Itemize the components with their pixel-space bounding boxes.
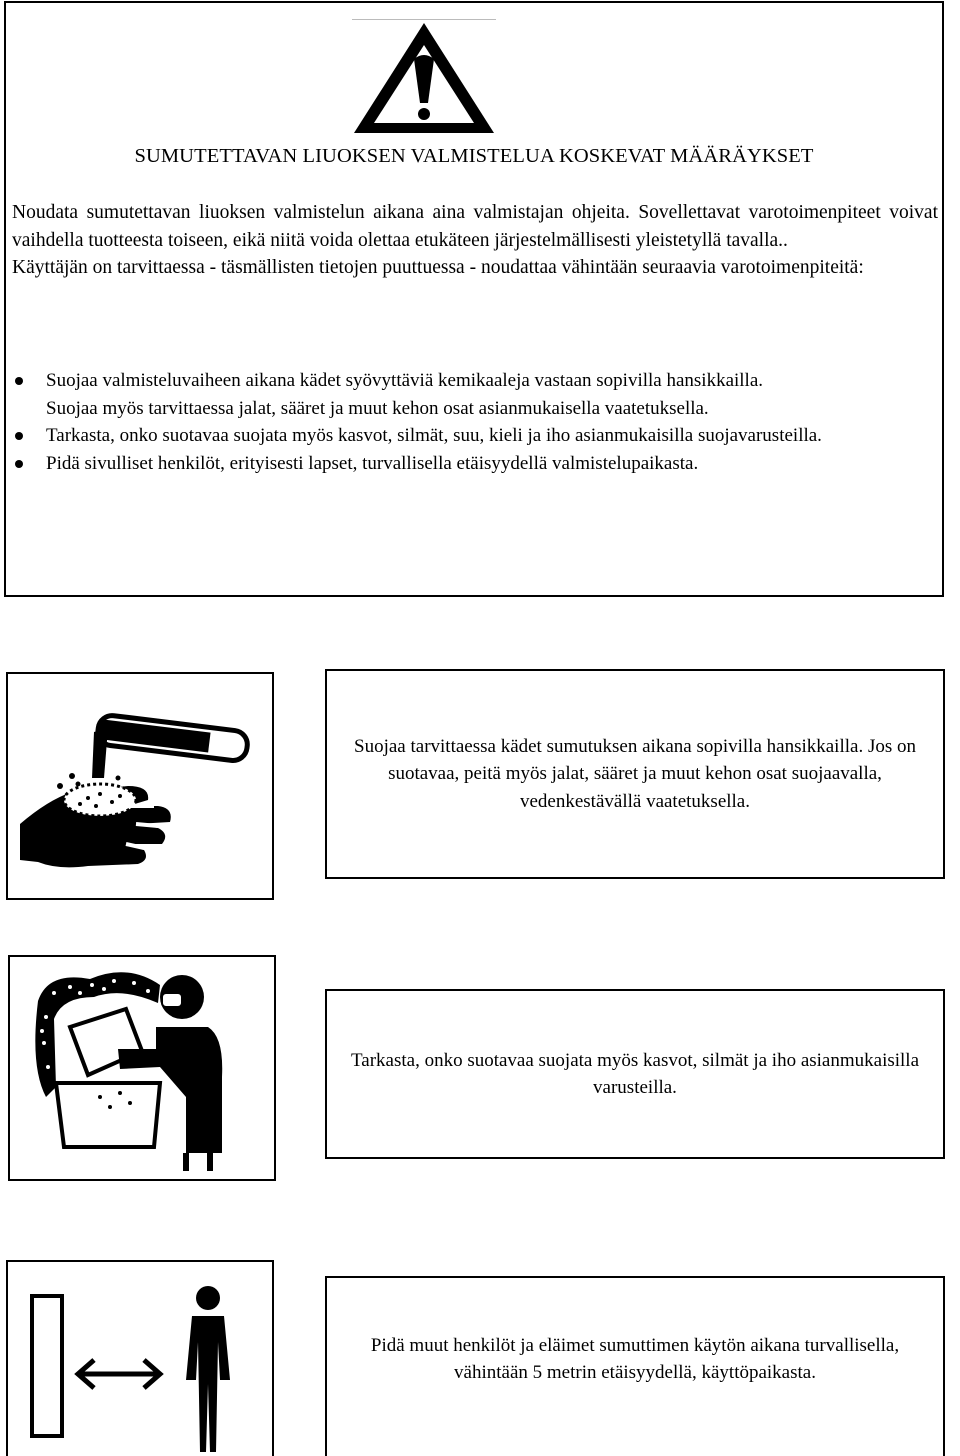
list-item: Suojaa valmisteluvaiheen aikana kädet syövyttäviä kemikaaleja vastaan sopivilla hansikkailla. xyxy=(12,367,938,395)
page-title: SUMUTETTAVAN LIUOKSEN VALMISTELUA KOSKEVAT MÄÄRÄYKSET xyxy=(134,145,814,167)
instructions-box xyxy=(4,1,944,597)
corrosive-hand-icon xyxy=(6,672,274,900)
list-item: Pidä sivulliset henkilöt, erityisesti lapset, turvallisella etäisyydellä valmistelupaikasta. xyxy=(12,450,938,478)
bullet-icon xyxy=(15,432,23,440)
intro-paragraph-2: Käyttäjän on tarvittaessa - täsmällisten tietojen puuttuessa - noudattaa vähintään seuraavia varotoimenpiteitä: xyxy=(12,257,864,278)
precaution-list xyxy=(12,367,938,477)
bullet-icon xyxy=(15,460,23,468)
keep-distance-icon xyxy=(6,1260,274,1456)
bullet-icon xyxy=(15,377,23,385)
distance-instruction: Pidä muut henkilöt ja eläimet sumuttimen käytön aikana turvallisella, vähintään 5 metrin etäisyydellä, käyttöpaikasta. xyxy=(325,1276,945,1456)
list-item: Suojaa myös tarvittaessa jalat, sääret ja muut kehon osat asianmukaisella vaatetuksella. xyxy=(46,397,709,419)
intro-text xyxy=(12,199,938,282)
face-protection-instruction: Tarkasta, onko suotavaa suojata myös kasvot, silmät ja iho asianmukaisilla varusteilla. xyxy=(325,989,945,1159)
gloves-instruction: Suojaa tarvittaessa kädet sumutuksen aikana sopivilla hansikkailla. Jos on suotavaa, peitä myös jalat, sääret ja muut kehon osat suojaavalla, vedenkestävällä vaatetuksella. xyxy=(325,669,945,879)
intro-paragraph-1: Noudata sumutettavan liuoksen valmistelun aikana aina valmistajan ohjeita. Sovellettavat varotoimenpiteet voivat vaihdella tuotteesta toiseen, eikä niitä voida olettaa etukäteen järjestelmällisesti yleistetyllä tavalla.. xyxy=(12,202,938,251)
list-item: Tarkasta, onko suotavaa suojata myös kasvot, silmät, suu, kieli ja iho asianmukaisilla suojavarusteilla. xyxy=(12,422,938,450)
warning-icon xyxy=(350,17,498,137)
protective-mask-worker-icon xyxy=(8,955,276,1181)
